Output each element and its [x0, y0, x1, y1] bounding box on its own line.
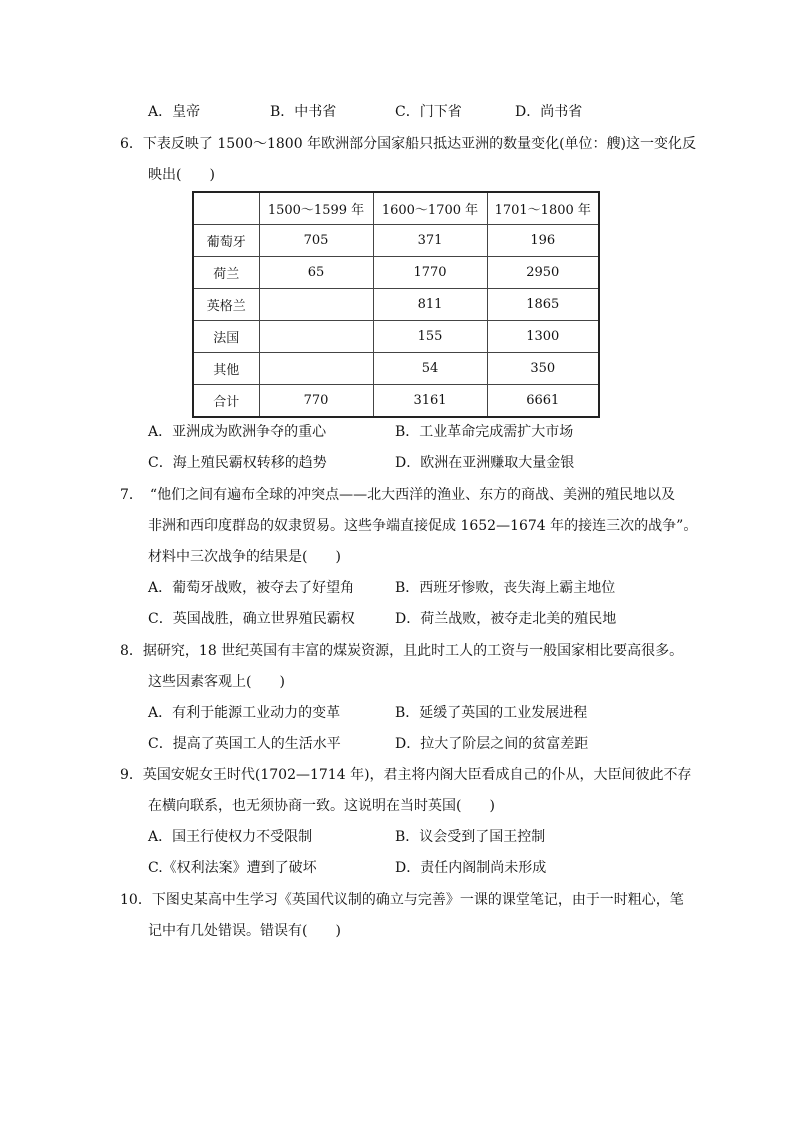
q6-option-c: C．海上殖民霸权转移的趋势: [148, 455, 327, 471]
q9-stem-line-1: 9．英国安妮女王时代(1702—1714 年)，君主将内阁大臣看成自己的仆从，大臣间彼此不存: [120, 767, 692, 783]
table-header-cell: [193, 192, 259, 225]
table-cell: 65: [259, 257, 373, 289]
q9-option-a: A．国王行使权力不受限制: [148, 829, 313, 845]
q9-option-b: B．议会受到了国王控制: [395, 829, 546, 845]
q8-stem-line-2: 这些因素客观上( ): [148, 674, 285, 690]
q6-option-a: A．亚洲成为欧洲争夺的重心: [148, 424, 327, 440]
q8-option-b: B．延缓了英国的工业发展进程: [395, 705, 588, 721]
table-row: [193, 385, 599, 418]
q7-stem-line-1: 7． “他们之间有遍布全球的冲突点——北大西洋的渔业、东方的商战、美洲的殖民地以及: [120, 487, 676, 503]
q6-option-b: B．工业革命完成需扩大市场: [395, 424, 574, 440]
table-row: [193, 257, 599, 289]
q9-option-c: C.《权利法案》遭到了破坏: [148, 860, 317, 876]
table-cell: 1865: [487, 289, 599, 321]
table-cell: 英格兰: [193, 289, 259, 321]
q8-stem-line-1: 8．据研究，18 世纪英国有丰富的煤炭资源，且此时工人的工资与一般国家相比要高很多。: [120, 643, 684, 659]
table-cell: 2950: [487, 257, 599, 289]
q8-option-a: A．有利于能源工业动力的变革: [148, 705, 341, 721]
table-row: [193, 289, 599, 321]
q7-option-d: D．荷兰战败，被夺走北美的殖民地: [395, 611, 617, 627]
q7-option-a: A．葡萄牙战败，被夺去了好望角: [148, 580, 355, 596]
q10-stem-line-1: 10．下图史某高中生学习《英国代议制的确立与完善》一课的课堂笔记，由于一时粗心，笔: [120, 892, 684, 908]
q9-option-d: D．责任内阁制尚未形成: [395, 860, 547, 876]
q6-option-d: D．欧洲在亚洲赚取大量金银: [395, 455, 575, 471]
q6-stem-line-2: 映出( ): [148, 167, 215, 183]
table-cell: 705: [259, 225, 373, 257]
table-header-row: [193, 192, 599, 225]
table-header-cell: 1600～1700 年: [373, 192, 487, 225]
ships-table: [192, 191, 600, 418]
q7-option-c: C．英国战胜，确立世界殖民霸权: [148, 611, 355, 627]
q7-option-b: B．西班牙惨败，丧失海上霸主地位: [395, 580, 616, 596]
table-row: [193, 321, 599, 353]
table-cell: 葡萄牙: [193, 225, 259, 257]
q5-option-a: A．皇帝: [148, 104, 201, 120]
table-cell: 1300: [487, 321, 599, 353]
q8-option-d: D．拉大了阶层之间的贫富差距: [395, 736, 589, 752]
table-cell: 6661: [487, 385, 599, 418]
table-header-cell: 1701～1800 年: [487, 192, 599, 225]
q5-option-b: B．中书省: [270, 104, 337, 120]
table-row: [193, 225, 599, 257]
table-cell: 3161: [373, 385, 487, 418]
q5-option-c: C．门下省: [395, 104, 462, 120]
table-cell: 196: [487, 225, 599, 257]
table-cell: 811: [373, 289, 487, 321]
table-cell: 770: [259, 385, 373, 418]
table-cell: 155: [373, 321, 487, 353]
table-cell: 371: [373, 225, 487, 257]
table-cell: [259, 353, 373, 385]
q5-option-d: D．尚书省: [515, 104, 583, 120]
table-cell: 荷兰: [193, 257, 259, 289]
q6-stem-line-1: 6．下表反映了 1500～1800 年欧洲部分国家船只抵达亚洲的数量变化(单位：艘)这一变化反: [120, 136, 696, 152]
table-cell: [259, 289, 373, 321]
q10-stem-line-2: 记中有几处错误。错误有( ): [148, 923, 341, 939]
table-cell: 合计: [193, 385, 259, 418]
table-cell: [259, 321, 373, 353]
table-cell: 法国: [193, 321, 259, 353]
q7-stem-line-3: 材料中三次战争的结果是( ): [148, 549, 341, 565]
table-cell: 54: [373, 353, 487, 385]
table-row: [193, 353, 599, 385]
q7-stem-line-2: 非洲和西印度群岛的奴隶贸易。这些争端直接促成 1652—1674 年的接连三次的战争”。: [148, 518, 698, 534]
table-cell: 1770: [373, 257, 487, 289]
table-header-cell: 1500～1599 年: [259, 192, 373, 225]
table-cell: 350: [487, 353, 599, 385]
table-cell: 其他: [193, 353, 259, 385]
q8-option-c: C．提高了英国工人的生活水平: [148, 736, 341, 752]
q9-stem-line-2: 在横向联系，也无须协商一致。这说明在当时英国( ): [148, 798, 495, 814]
